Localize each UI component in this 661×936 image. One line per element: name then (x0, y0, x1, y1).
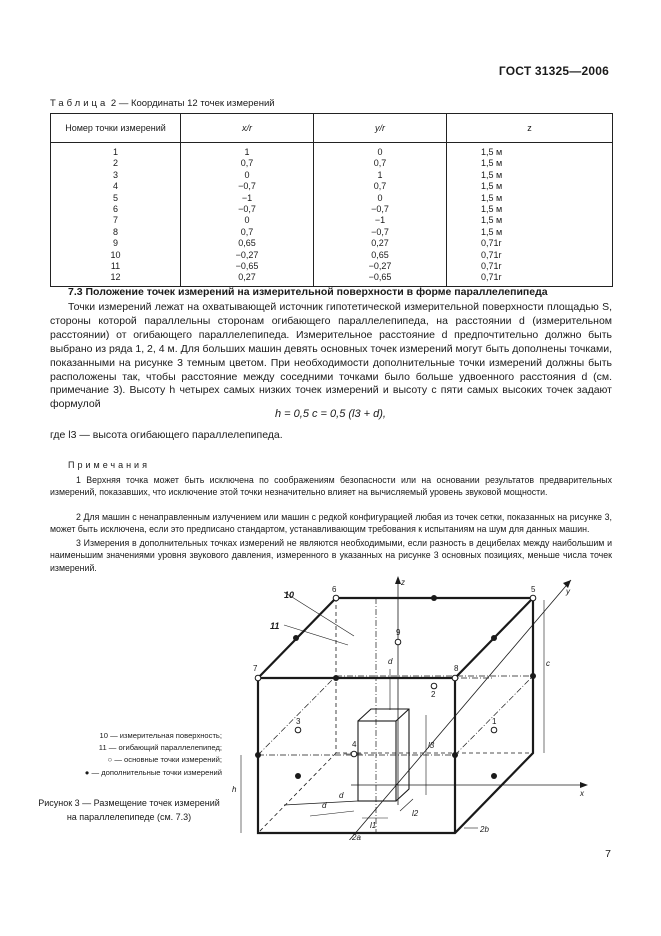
dimension-lines (241, 592, 544, 840)
point-2-marker (431, 683, 437, 689)
table-row (51, 272, 613, 286)
table-row (51, 193, 613, 204)
label-d-1: d (339, 791, 344, 800)
table-cell: −0,65 (181, 261, 314, 272)
label-p5: 5 (531, 585, 536, 594)
label-ref10: 10 (284, 590, 295, 600)
table-cell: 0 (181, 170, 314, 181)
label-p3: 3 (296, 717, 301, 726)
column-header: y/r (314, 114, 447, 143)
table-cell: 1,5 м (447, 193, 613, 204)
table-row (51, 227, 613, 238)
table-cell: 0,7 (181, 158, 314, 169)
label-p6: 6 (332, 585, 337, 594)
label-p8: 8 (454, 664, 459, 673)
table-cell: 1,5 м (447, 143, 613, 159)
label-x-axis: x (580, 789, 584, 798)
legend-item-10: 10 — измерительная поверхность; (99, 731, 222, 740)
point-8-marker (452, 675, 458, 681)
table-cell: 0 (314, 143, 447, 159)
label-2b: 2b (480, 825, 489, 834)
label-d-3: d (322, 801, 327, 810)
table-cell: 4 (51, 181, 181, 192)
table-cell: 0,71r (447, 272, 613, 286)
label-p9: 9 (396, 628, 401, 637)
table-cell: −1 (181, 193, 314, 204)
page-number: 7 (605, 848, 611, 860)
table-caption-text: 2 — Координаты 12 точек измерений (110, 98, 275, 109)
table-cell: 0,71r (447, 238, 613, 249)
parallelepiped-figure (226, 570, 606, 840)
table-row (51, 215, 613, 226)
table-cell: −0,7 (181, 204, 314, 215)
table-row (51, 143, 613, 159)
column-header: z (447, 114, 613, 143)
point-9-marker (395, 639, 401, 645)
table-cell: 1,5 м (447, 181, 613, 192)
point-5-marker (530, 595, 536, 601)
table-cell: 3 (51, 170, 181, 181)
label-p4: 4 (352, 740, 357, 749)
table-cell: 0,65 (314, 250, 447, 261)
point-1-marker (491, 727, 497, 733)
table-row (51, 238, 613, 249)
table-cell: −1 (314, 215, 447, 226)
table-row (51, 261, 613, 272)
table-cell: 0,27 (181, 272, 314, 286)
point-7-marker (255, 675, 261, 681)
table-cell: 6 (51, 204, 181, 215)
coordinates-table (50, 113, 613, 287)
note-1: 1 Верхняя точка может быть исключена по соображениям безопасности или на основании результатов предварительных измерений, показавших, что исключение этой точки незначительно влияет на вычисляемый уровень звуковой мощности. (50, 475, 612, 498)
table-cell: 0,7 (314, 158, 447, 169)
label-2a: 2a (352, 833, 361, 840)
x-arrow-icon (580, 782, 588, 788)
table-cell: 1,5 м (447, 158, 613, 169)
point-3-marker (295, 727, 301, 733)
table-caption-word: Таблица (50, 98, 109, 109)
table-row (51, 158, 613, 169)
table-cell: −0,27 (314, 261, 447, 272)
point-6-marker (333, 595, 339, 601)
table-cell: 1,5 м (447, 170, 613, 181)
formula: h = 0,5 c = 0,5 (l3 + d), (275, 408, 386, 420)
table-cell: 2 (51, 158, 181, 169)
section-paragraph: Точки измерений лежат на охватывающей источник гипотетической измерительной поверхности площадью S, стороны которой параллельны сторонам огибающего параллелепипеда, на расстоянии d (измерительном расстоянии) от огибающего параллелепипеда. Измерительное расстояние d предпочтительно должно быть выбрано из ряда 1, 2, 4 м. Для больших машин девять основных точек измерений могут быть дополнены точками, показанными на рисунке 3 темным цветом. При необходимости дополнительные точки измерений должны быть расположены так, чтобы расстояние между соседними точками было больше удвоенного расстояния d (см. примечание 3). Высоту h четырех самых низких точек измерений и высоту c пяти самых высоких точек задают формулой (50, 301, 612, 411)
table-cell: 0,65 (181, 238, 314, 249)
point-4-marker (351, 751, 357, 757)
envelope-box (284, 709, 409, 805)
table-cell: 0,7 (181, 227, 314, 238)
table-cell: 0 (181, 215, 314, 226)
table-cell: 8 (51, 227, 181, 238)
table-caption (50, 98, 275, 109)
table-cell: 0,71r (447, 261, 613, 272)
section-title: 7.3 Положение точек измерений на измерительной поверхности в форме параллелепипеда (68, 286, 548, 298)
label-l1: l1 (370, 821, 377, 830)
label-c: c (546, 659, 550, 668)
table-cell: −0,7 (314, 204, 447, 215)
table-row (51, 204, 613, 215)
label-y-axis: y (566, 587, 570, 596)
table-row (51, 181, 613, 192)
table-cell: 5 (51, 193, 181, 204)
table-cell: 0,7 (314, 181, 447, 192)
standard-header: ГОСТ 31325—2006 (498, 64, 609, 78)
table-cell: −0,65 (314, 272, 447, 286)
column-header: Номер точки измерений (51, 114, 181, 143)
legend-item-11: 11 — огибающий параллелепипед; (98, 743, 222, 753)
table-cell: 1,5 м (447, 204, 613, 215)
table-cell: 1 (181, 143, 314, 159)
label-l3: l3 (428, 741, 435, 750)
legend-item-extra-points: ● — дополнительные точки измерений (84, 767, 222, 777)
label-p7: 7 (253, 664, 258, 673)
table-body (51, 143, 613, 287)
table-cell: 12 (51, 272, 181, 286)
label-z-axis: z (401, 578, 405, 587)
table-cell: 1,5 м (447, 215, 613, 226)
table-row (51, 250, 613, 261)
table-cell: −0,27 (181, 250, 314, 261)
label-p1: 1 (492, 717, 497, 726)
note-2: 2 Для машин с ненаправленным излучением или машин с редкой конфигурацией любая из точек сетки, показанных на рисунке 3, может быть исключена, если это предписано стандартом, устанавливающим требования к испытаниям на шум для данных машин. (50, 512, 612, 535)
label-p2: 2 (431, 690, 436, 699)
table-cell: 0,27 (314, 238, 447, 249)
label-h: h (232, 785, 237, 794)
table-cell: 0,71r (447, 250, 613, 261)
table-row (51, 170, 613, 181)
table-cell: 1,5 м (447, 227, 613, 238)
table-cell: 7 (51, 215, 181, 226)
column-header: x/r (181, 114, 314, 143)
table-cell: 11 (51, 261, 181, 272)
table-cell: 1 (314, 170, 447, 181)
label-d-2: d (388, 657, 393, 666)
note-3: 3 Измерения в дополнительных точках измерений не являются необходимыми, если разность в децибелах между наибольшим и наименьшим значениями уровня звукового давления, измеренного в указанных на рисунке 3 основных позициях, меньше числа точек измерений. (50, 538, 612, 573)
label-l2: l2 (412, 809, 419, 818)
label-ref11: 11 (270, 621, 280, 631)
formula-where: где l3 — высота огибающего параллелепипеда. (50, 429, 283, 441)
legend-item-main-points: ○ — основные точки измерений; (107, 755, 222, 765)
table-cell: 0 (314, 193, 447, 204)
table-cell: −0,7 (181, 181, 314, 192)
table-cell: −0,7 (314, 227, 447, 238)
table-cell: 10 (51, 250, 181, 261)
table-cell: 9 (51, 238, 181, 249)
figure-caption: Рисунок 3 — Размещение точек измерений на параллелепипеде (см. 7.3) (38, 798, 220, 822)
notes-heading: Примечания (68, 460, 150, 470)
table-cell: 1 (51, 143, 181, 159)
figure-legend (34, 730, 222, 779)
table-header-row (51, 114, 613, 143)
